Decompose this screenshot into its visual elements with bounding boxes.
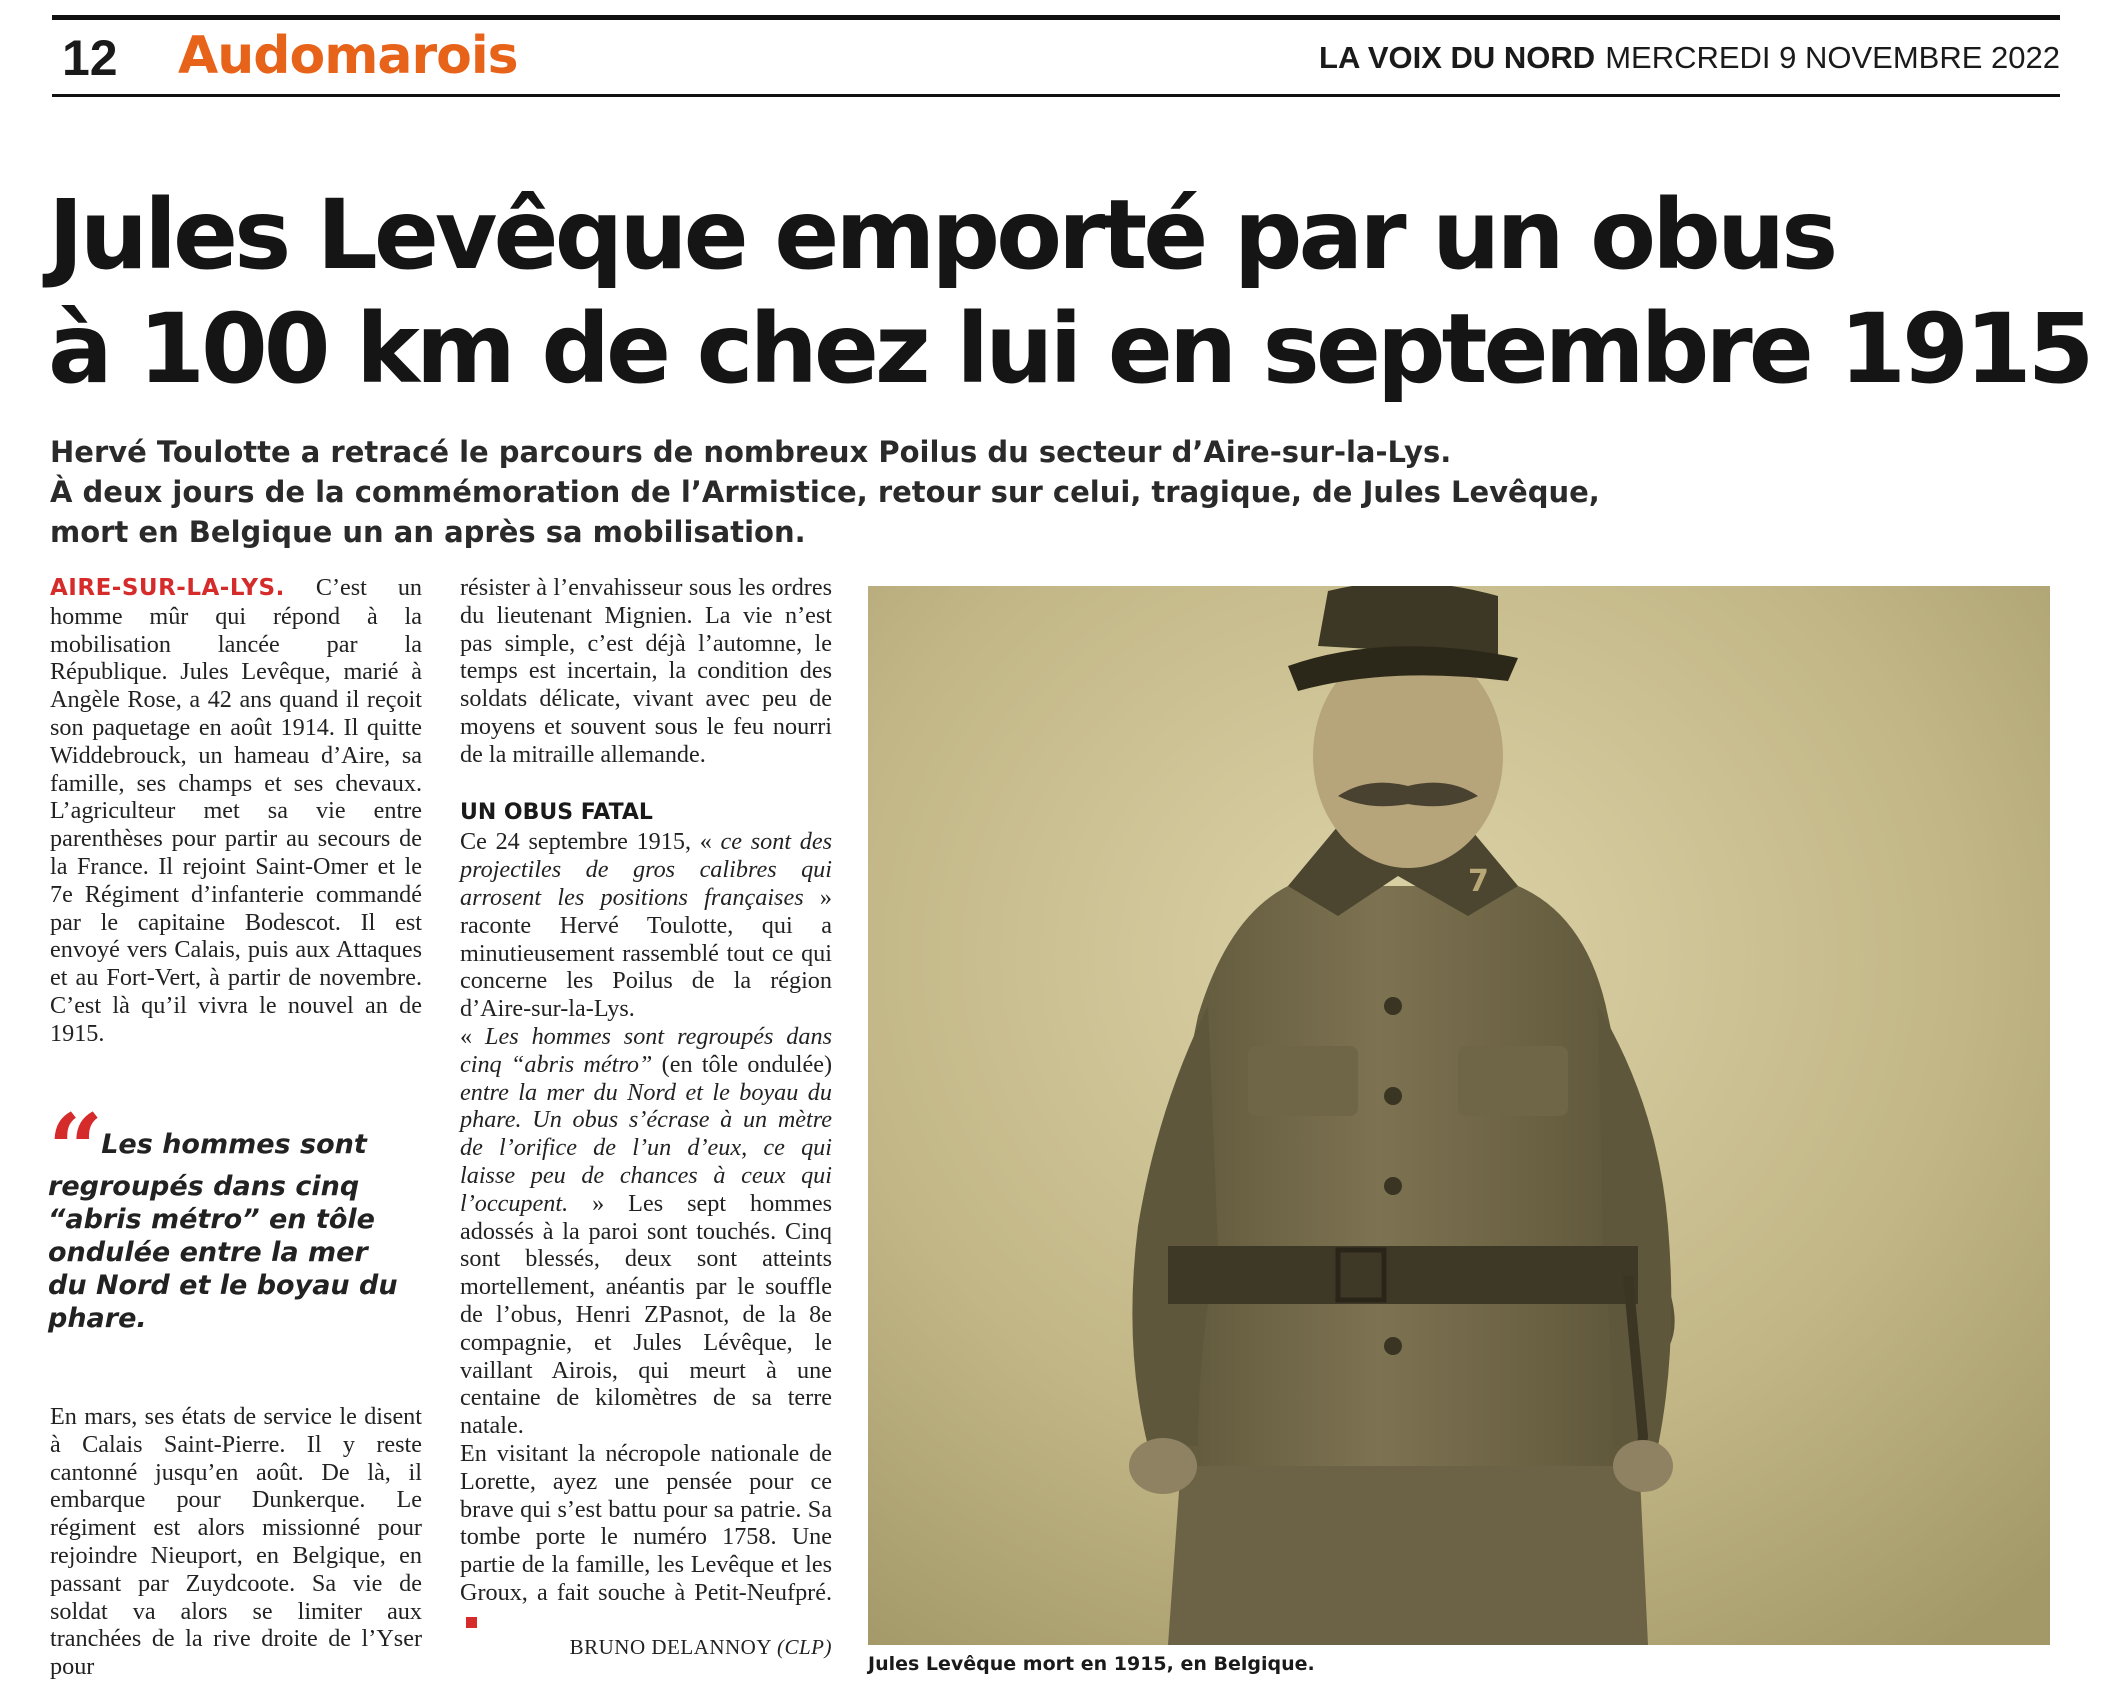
collar-number: 7 (1468, 864, 1489, 899)
pull-quote-text: Les hommes sont regroupés dans cinq “abris métro” en tôle ondulée entre la mer du Nord et le boyau du phare. (48, 1129, 398, 1334)
byline-agency: (CLP) (777, 1635, 832, 1660)
standfirst-line-2: À deux jours de la commémoration de l’Armistice, retour sur celui, tragique, de Jules Levêque, (50, 475, 1600, 509)
quote-close-text: » raconte Hervé Toulotte, qui a minutieusement rassemblé tout ce qui concerne les Poilus de la région d’Aire-sur-la-Lys. (460, 883, 832, 1023)
quote-aside: (en tôle ondulée) (661, 1050, 832, 1078)
quote-text-3: entre la mer du Nord et le boyau du phare. Un obus s’écrase à un mètre de l’orifice de l’un d’eux, ce qui laisse peu de chances à ceux qui l’occupent. (460, 1078, 832, 1217)
paragraph-march: En mars, ses états de service le disent à Calais Saint-Pierre. Il y reste cantonné jusqu’en août. De là, il embarque pour Dunkerque. Le régiment est alors missionné pour rejoindre Nieuport, en Belgique, en passant par Zuydcoote. Sa vie de soldat va alors se limiter aux tranchées de la rive droite de l’Yser pour (50, 1403, 422, 1681)
article-column-1 (50, 574, 422, 1048)
header-top-rule (52, 15, 2060, 20)
quote-open-2: « (460, 1022, 473, 1050)
quote-text-2: Les hommes sont regroupés dans cinq “abris métro” (460, 1022, 832, 1078)
standfirst-line-1: Hervé Toulotte a retracé le parcours de nombreux Poilus du secteur d’Aire-sur-la-Lys. (50, 435, 1452, 469)
quote-open: Ce 24 septembre 1915, « (460, 828, 712, 856)
masthead (1319, 38, 2060, 78)
section-name: Audomarois (178, 26, 518, 86)
quote-mark-icon: “ (48, 1093, 98, 1206)
headline-line-2: à 100 km de chez lui en septembre 1915 (48, 293, 2091, 405)
article-column-1-continued (50, 1403, 422, 1681)
quote-text-1: ce sont des projectiles de gros calibres qui arrosent les positions françaises (460, 828, 833, 911)
soldier-portrait-image (868, 586, 2050, 1645)
paragraph-obus (460, 828, 832, 1023)
byline (460, 1634, 832, 1662)
standfirst-line-3: mort en Belgique un an après sa mobilisation. (50, 515, 806, 549)
headline-line-1: Jules Levêque emporté par un obus (48, 179, 1835, 291)
subhead: UN OBUS FATAL (460, 799, 653, 825)
newspaper-name: LA VOIX DU NORD (1319, 40, 1596, 75)
paragraph-resist: résister à l’envahisseur sous les ordres du lieutenant Mignien. La vie n’est pas simple, c’est déjà l’automne, le temps est incertain, la condition des soldats délicate, vivant avec peu de moyens et souvent sous le feu nourri de la mitraille allemande. (460, 574, 832, 768)
paragraph-intro (50, 574, 422, 1048)
article-column-2 (460, 574, 832, 1662)
paragraph-intro-text: C’est un homme mûr qui répond à la mobilisation lancée par la République. Jules Levêque, marié à Angèle Rose, a 42 ans quand il reçoit son paquetage en août 1914. Il quitte Widdebrouck, un hameau d’Aire, sa famille, ses champs et ses chevaux. L’agriculteur met sa vie entre parenthèses pour partir au secours de la France. Il rejoint Saint-Omer et le 7e Régiment d’infanterie commandé par le capitaine Bodescot. Il est envoyé vers Calais, puis aux Attaques et au Fort-Vert, à partir de novembre. C’est là qu’il vivra le nouvel an de 1915. (50, 574, 423, 1047)
paragraph-lorette-text: En visitant la nécropole nationale de Lorette, ayez une pensée pour ce brave qui s’est battu pour sa patrie. Sa tombe porte le numéro 1758. Une partie de la famille, les Levêque et les Groux, a fait souche à Petit-Neufpré. (460, 1439, 832, 1606)
paragraph-abris-text: » Les sept hommes adossés à la paroi sont touchés. Cinq sont blessés, deux sont atteints mortellement, anéantis par le souffle de l’obus, Henri ZPasnot, de la 8e compagnie, et Jules Lévêque, le vaillant Airois, qui meurt à une centaine de kilomètres de sa terre natale. (460, 1189, 832, 1440)
paragraph-lorette (460, 1440, 832, 1635)
page-number: 12 (62, 30, 118, 86)
byline-name: BRUNO DELANNOY (569, 1635, 772, 1660)
header-bottom-rule (52, 94, 2060, 97)
pull-quote (48, 1093, 408, 1335)
standfirst (50, 432, 1600, 552)
headline (48, 178, 2091, 406)
dateline: AIRE-SUR-LA-LYS. (50, 575, 285, 601)
soldier-photo (868, 586, 2050, 1645)
issue-date: MERCREDI 9 NOVEMBRE 2022 (1605, 40, 2060, 75)
photo-caption: Jules Levêque mort en 1915, en Belgique. (868, 1653, 1315, 1675)
end-mark-icon (466, 1617, 477, 1628)
paragraph-abris (460, 1023, 832, 1440)
